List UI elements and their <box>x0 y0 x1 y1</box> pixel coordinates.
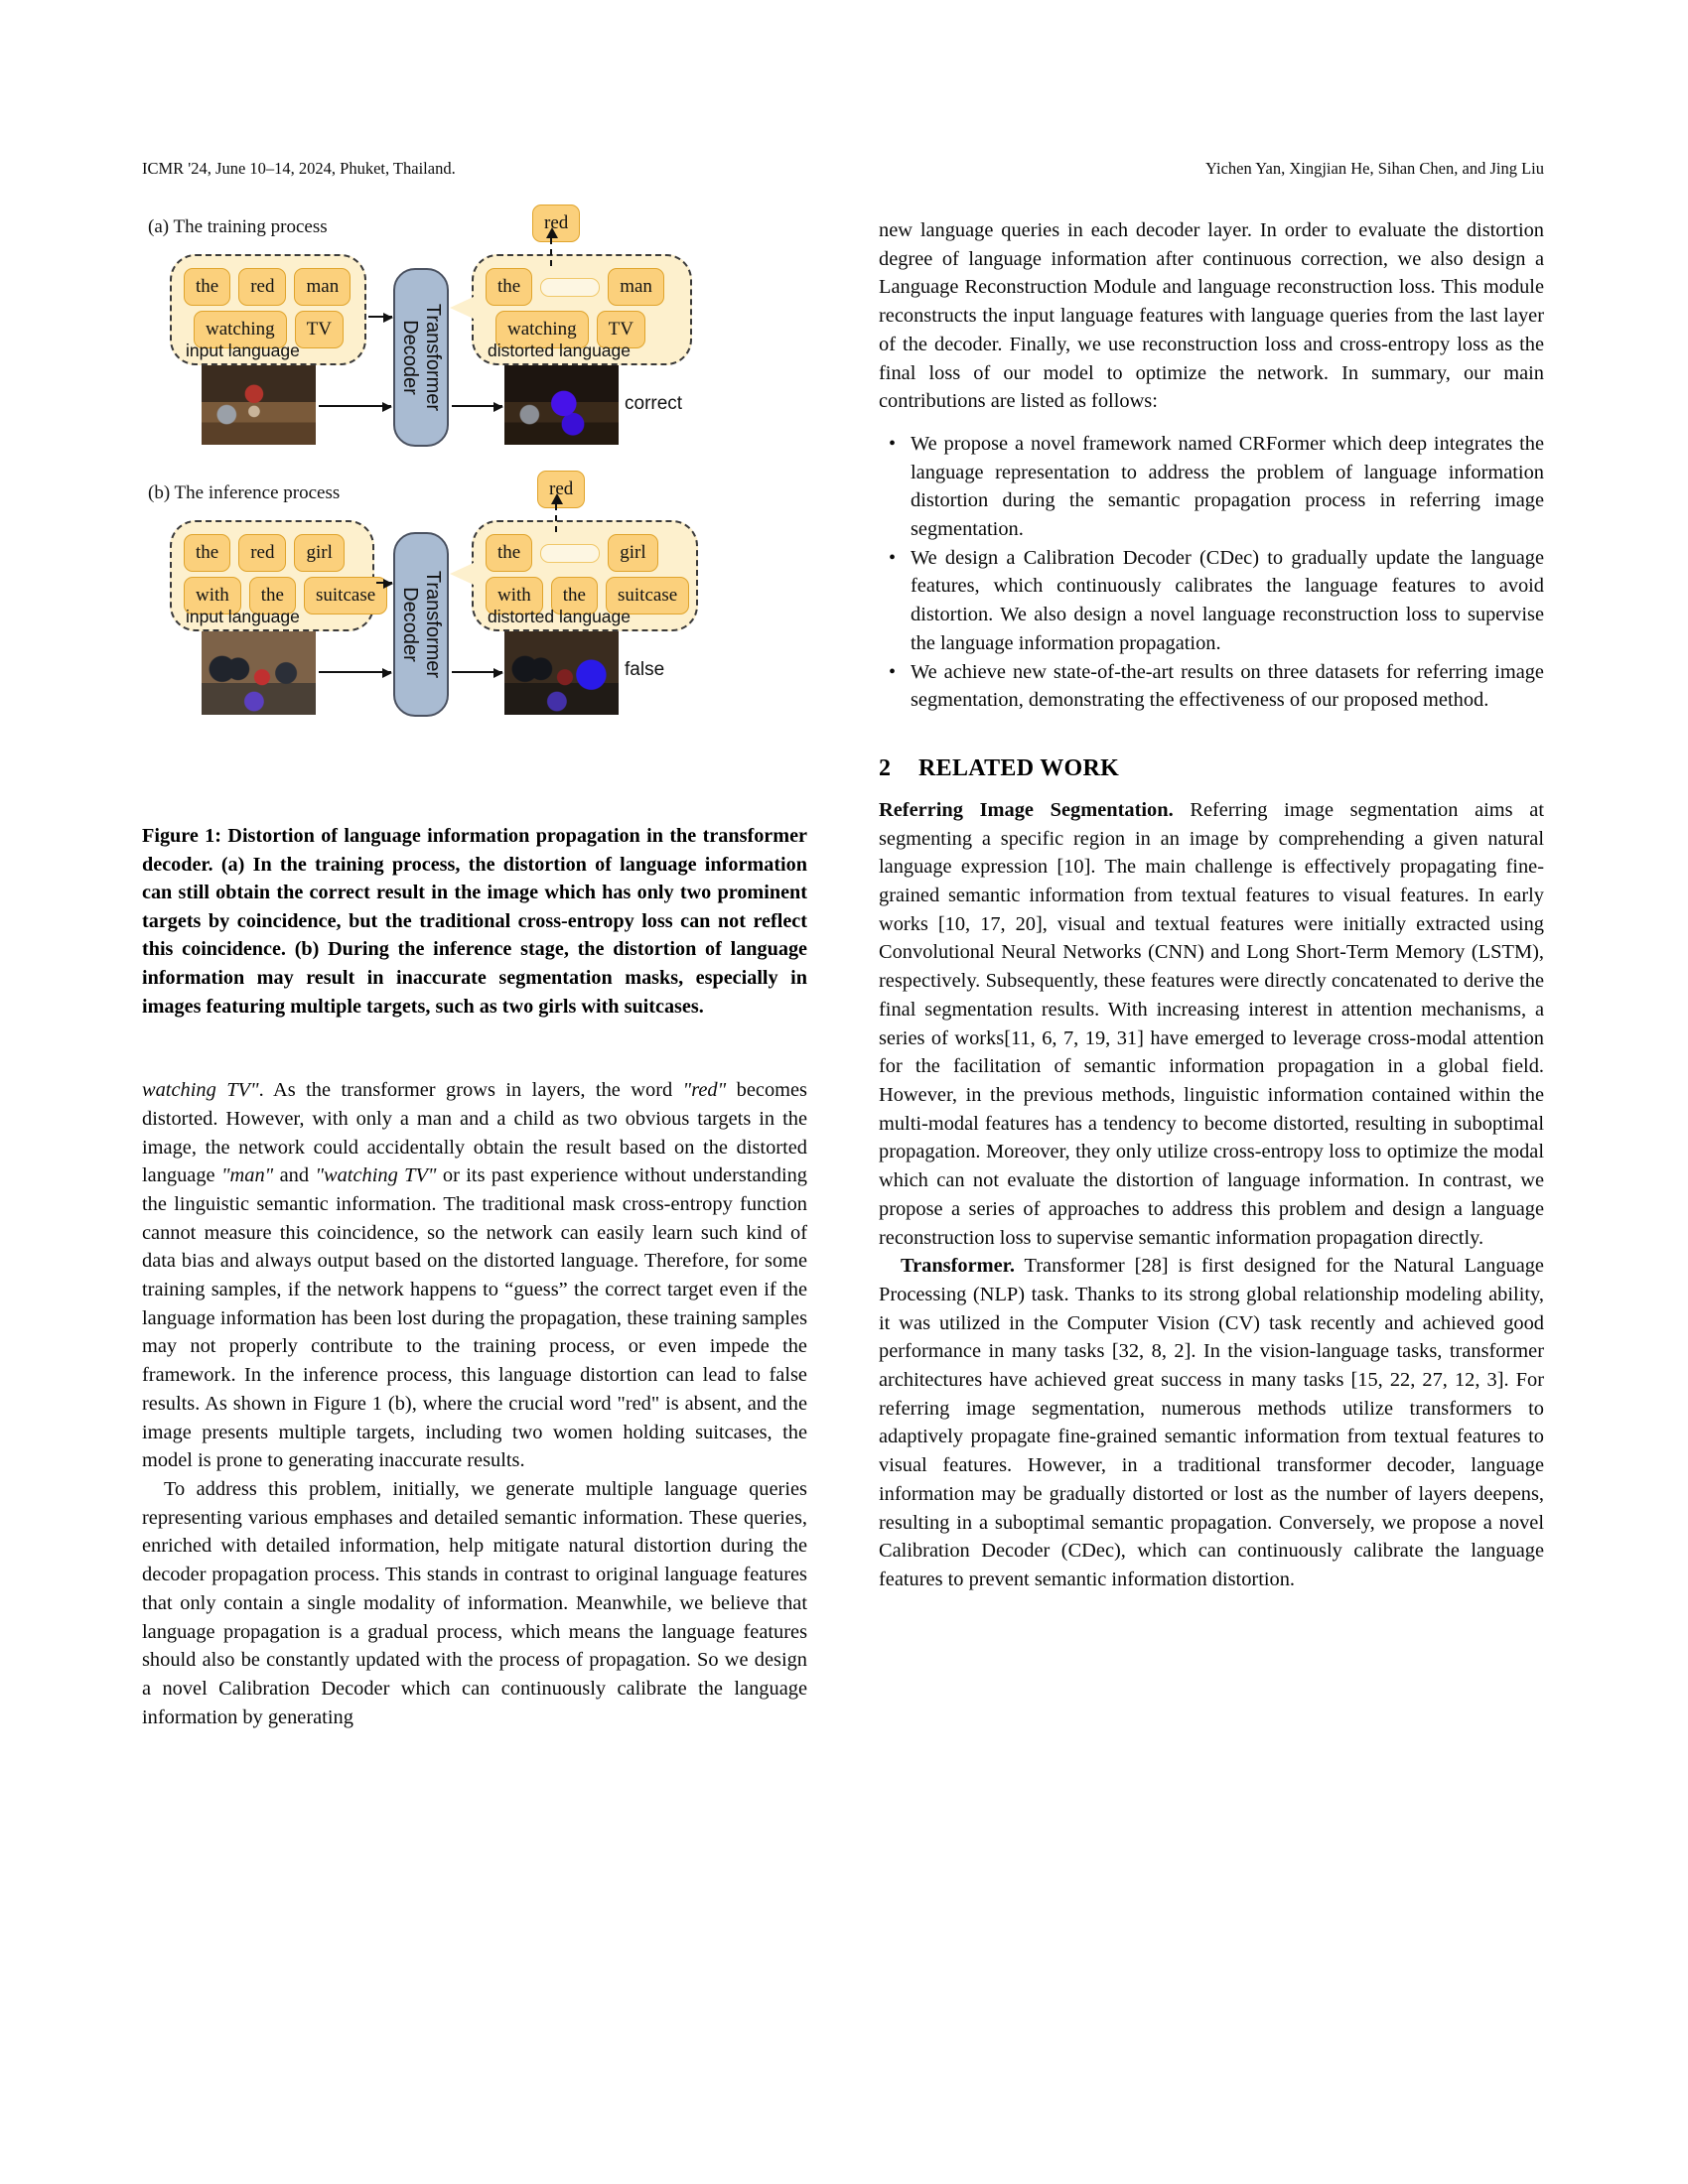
section-number: 2 <box>879 754 892 781</box>
section-title: RELATED WORK <box>918 754 1120 781</box>
word-chip: red <box>238 534 286 572</box>
running-header-venue: ICMR '24, June 10–14, 2024, Phuket, Thailand. <box>142 159 456 178</box>
right-paragraph-1: new language queries in each decoder layer. In order to evaluate the distortion degree of language information after continuous correction, we also design a Language Reconstruction Module and language reconstruction loss. This module reconstructs the input language features with language queries from the last layer of the decoder. Finally, we use reconstruction loss and cross-entropy loss as the final loss of our model to optimize the network. In summary, our main contributions are listed as follows: <box>879 219 1544 413</box>
panel-b-distorted-row-1 <box>486 534 658 572</box>
panel-a-input-photo <box>202 365 316 445</box>
section-heading-related-work <box>879 754 1544 782</box>
right-paragraph-transformer <box>879 1252 1544 1593</box>
word-chip: girl <box>608 534 657 572</box>
word-chip: with <box>184 577 241 614</box>
panel-a-distorted-language-box <box>472 254 692 365</box>
panel-b-transformer-decoder <box>393 532 449 717</box>
panel-b-missing-word-arrow <box>555 504 557 532</box>
left-paragraph-2: To address this problem, initially, we generate multiple language queries representing various emphases and detailed semantic information. These queries, enriched with detailed information, help mitigate natural distortion during the decoder propagation process. This stands in contrast to original language features that only contain a single modality of information. Meanwhile, we believe that language propagation is a gradual process, which means the language features should also be constantly updated with the process of propagation. So we design a novel Calibration Decoder which can continuously calibrate the language information by generating <box>142 1478 807 1728</box>
text-run: Referring image segmentation aims at segmenting a specific region in an image by comprehending a given natural language expression [10]. The main challenge is effectively propagating fine-grained semantic information from textual features to visual features. In early works [10, 17, 20], visual and textual features were initially extracted using Convolutional Neural Networks (CNN) and Long Short-Term Memory (LSTM), respectively. Subsequently, these features were directly concatenated to derive the final segmentation results. With increasing interest in attention mechanisms, a series of works[11, 6, 7, 19, 31] have emerged to leverage cross-modal attention for the facilitation of semantic information propagation in a global field. However, in the previous methods, linguistic information contained within the multi-modal features has a tendency to become distorted, resulting in suboptimal propagation. Moreover, they only utilize cross-entropy loss to optimize the modal which can not evaluate the distortion of language information. In contrast, we propose a series of approaches to address this problem and design a language reconstruction loss to supervise semantic information propagation directly. <box>879 798 1544 1249</box>
figure-subcaption-b: (b) The inference process <box>148 482 341 503</box>
word-chip: TV <box>597 311 645 348</box>
word-chip: the <box>184 268 230 306</box>
figure-subcaption-a: (a) The training process <box>148 216 328 237</box>
word-chip: man <box>608 268 664 306</box>
panel-a-input-language-box <box>170 254 366 365</box>
panel-a-distorted-row-1 <box>486 268 664 306</box>
word-chip: suitcase <box>304 577 387 614</box>
panel-b-output-arrow <box>452 671 502 673</box>
word-chip: watching <box>194 311 287 348</box>
text-run: Transformer [28] is first designed for the Natural Language Processing (NLP) task. Thanks to its strong global relationship modeling ability, it was utilized in the Computer Vision (CV) task recently and achieved good performance in many tasks [32, 8, 2]. In the vision-language tasks, transformer architectures have achieved great success in many tasks [15, 22, 27, 12, 3]. For referring image segmentation, numerous methods utilize transformers to adaptively propagate fine-grained semantic information from textual features to visual features. However, in a traditional transformer decoder, language information may be gradually distorted or lost as the number of layers deepens, resulting in a suboptimal semantic propagation. Conversely, we propose a novel Calibration Decoder (CDec), which can continuously calibrate the language features to prevent semantic information distortion. <box>879 1255 1544 1590</box>
italic-phrase: "red" <box>682 1079 727 1102</box>
right-column <box>879 216 1544 1594</box>
panel-a-distorted-language-label: distorted language <box>488 341 631 360</box>
panel-a-decoder-label: Transformer Decoder <box>399 303 444 412</box>
panel-a-image-arrow <box>319 405 391 407</box>
panel-a-transformer-decoder <box>393 268 449 447</box>
panel-b-distorted-language-label: distorted language <box>488 607 631 626</box>
left-column <box>142 212 807 1731</box>
panel-a-input-row-1 <box>184 268 351 306</box>
word-chip: man <box>294 268 351 306</box>
word-chip: suitcase <box>606 577 689 614</box>
word-chip-empty <box>540 544 600 563</box>
panel-b-input-row-1 <box>184 534 345 572</box>
word-chip: red <box>238 268 286 306</box>
word-chip: watching <box>495 311 589 348</box>
right-paragraph-referring-image-segmentation <box>879 796 1544 1252</box>
subsection-lead-in: Referring Image Segmentation. <box>879 798 1174 821</box>
contribution-item: • We design a Calibration Decoder (CDec) to gradually update the language features, which continuously calibrates the language features to avoid distortion. We also design a novel language reconstruction loss to supervise the language information propagation. <box>879 544 1544 658</box>
panel-b-input-photo <box>202 631 316 715</box>
panel-a-missing-word: red <box>532 205 580 242</box>
panel-b-input-language-label: input language <box>186 607 300 626</box>
panel-a-bubble-tail <box>450 296 476 320</box>
panel-b-decoder-label: Transformer Decoder <box>399 570 444 679</box>
panel-b-verdict: false <box>625 659 665 680</box>
word-chip: the <box>486 534 532 572</box>
word-chip: girl <box>294 534 344 572</box>
italic-phrase: watching TV" <box>142 1079 259 1102</box>
panel-a-language-arrow <box>368 316 392 318</box>
subsection-lead-in: Transformer. <box>901 1255 1015 1278</box>
panel-b-input-language-box <box>170 520 374 631</box>
word-chip: the <box>184 534 230 572</box>
panel-b-output-photo <box>504 631 619 715</box>
panel-a-verdict: correct <box>625 393 683 414</box>
running-header-authors: Yichen Yan, Xingjian He, Sihan Chen, and Jing Liu <box>1205 159 1544 178</box>
panel-a-output-photo <box>504 365 619 445</box>
panel-a-output-arrow <box>452 405 502 407</box>
panel-a-missing-word-arrow <box>550 238 552 266</box>
text-run: becomes distorted. However, with only a man and a child as two obvious targets in the image, the network could accidentally obtain the result based on the distorted language <box>142 1079 807 1187</box>
figure-1 <box>142 212 807 822</box>
panel-b-distorted-language-box <box>472 520 698 631</box>
text-run: and <box>273 1164 316 1187</box>
contribution-item: • We propose a novel framework named CRFormer which deep integrates the language representation to address the problem of language information distortion during the semantic propagation process in referring image segmentation. <box>879 430 1544 544</box>
running-header <box>142 159 1544 179</box>
italic-phrase: "watching TV" <box>315 1164 437 1187</box>
panel-a-input-language-label: input language <box>186 341 300 360</box>
italic-phrase: "man" <box>220 1164 274 1187</box>
two-column-body <box>142 212 1544 2033</box>
left-paragraph-1 <box>142 1076 807 1475</box>
panel-b-image-arrow <box>319 671 391 673</box>
word-chip-empty <box>540 278 600 297</box>
word-chip: the <box>249 577 296 614</box>
panel-b-language-arrow <box>376 582 392 584</box>
panel-b-missing-word: red <box>537 471 585 508</box>
word-chip: the <box>551 577 598 614</box>
contributions-list <box>879 430 1544 715</box>
word-chip: the <box>486 268 532 306</box>
figure-1-caption: Figure 1: Distortion of language information propagation in the transformer decoder. (a) In the training process, the distortion of language information can still obtain the correct result in the image which has only two prominent targets by coincidence, but the traditional cross-entropy loss can not reflect this coincidence. (b) During the inference stage, the distortion of language information may result in inaccurate segmentation masks, especially in images featuring multiple targets, such as two girls with suitcases. <box>142 825 807 1018</box>
contribution-item: • We achieve new state-of-the-art results on three datasets for referring image segmentation, demonstrating the effectiveness of our proposed method. <box>879 658 1544 715</box>
word-chip: with <box>486 577 543 614</box>
panel-b-bubble-tail <box>450 562 476 586</box>
text-run: . As the transformer grows in layers, the word <box>258 1079 683 1102</box>
word-chip: TV <box>295 311 344 348</box>
text-run: or its past experience without understanding the linguistic semantic information. The traditional mask cross-entropy function cannot measure this coincidence, so the network can easily learn such kind of data bias and always output based on the distorted language. Therefore, for some training samples, if the network happens to “guess” the correct target even if the language information has been lost during the propagation, these training samples may not properly contribute to the training process, or even impede the framework. In the inference process, this language distortion can lead to false results. As shown in Figure 1 (b), where the crucial word "red" is absent, and the image presents multiple targets, including two women holding suitcases, the model is prone to generating inaccurate results. <box>142 1164 807 1472</box>
